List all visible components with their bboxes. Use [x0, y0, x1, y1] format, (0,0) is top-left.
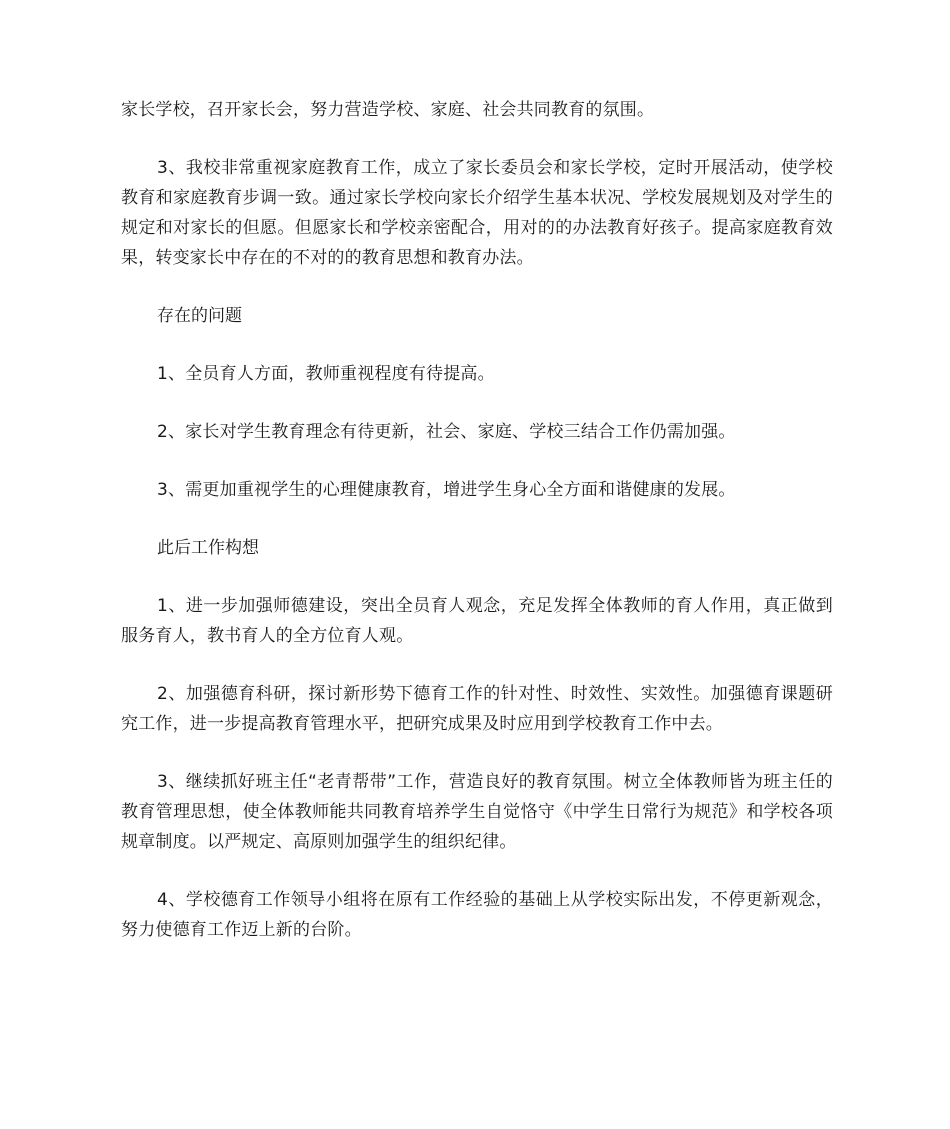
paragraph-family-education: 3、我校非常重视家庭教育工作，成立了家长委员会和家长学校，定时开展活动，使学校教育和家庭教育步调一致。通过家长学校向家长介绍学生基本状况、学校发展规划及对学生的规定和对家长的但愿。但愿家长和学校亲密配合，用对的的办法教育好孩子。提高家庭教育效果，转变家长中存在的不对的的教育思想和教育办法。: [121, 158, 833, 268]
problem-item-3: 3、需更加重视学生的心理健康教育，增进学生身心全方面和谐健康的发展。: [157, 480, 736, 500]
section-heading-future-plans: 此后工作构想: [157, 538, 259, 558]
section-heading-problems: 存在的问题: [157, 306, 242, 326]
plan-item-3: 3、继续抓好班主任“老青帮带”工作，营造良好的教育氛围。树立全体教师皆为班主任的教育管理思想，使全体教师能共同教育培养学生自觉恪守《中学生日常行为规范》和学校各项规章制度。以严规定、高原则加强学生的组织纪律。: [121, 772, 833, 852]
plan-item-4: 4、学校德育工作领导小组将在原有工作经验的基础上从学校实际出发，不停更新观念，努力使德育工作迈上新的台阶。: [121, 890, 833, 940]
paragraph-continuation: 家长学校，召开家长会，努力营造学校、家庭、社会共同教育的氛围。: [121, 100, 655, 120]
document-body: [121, 95, 833, 973]
plan-item-2: 2、加强德育科研，探讨新形势下德育工作的针对性、时效性、实效性。加强德育课题研究工作，进一步提高教育管理水平，把研究成果及时应用到学校教育工作中去。: [121, 684, 833, 734]
problem-item-1: 1、全员育人方面，教师重视程度有待提高。: [157, 364, 495, 384]
problem-item-2: 2、家长对学生教育理念有待更新，社会、家庭、学校三结合工作仍需加强。: [157, 422, 736, 442]
plan-item-1: 1、进一步加强师德建设，突出全员育人观念，充足发挥全体教师的育人作用，真正做到服务育人，教书育人的全方位育人观。: [121, 596, 833, 646]
